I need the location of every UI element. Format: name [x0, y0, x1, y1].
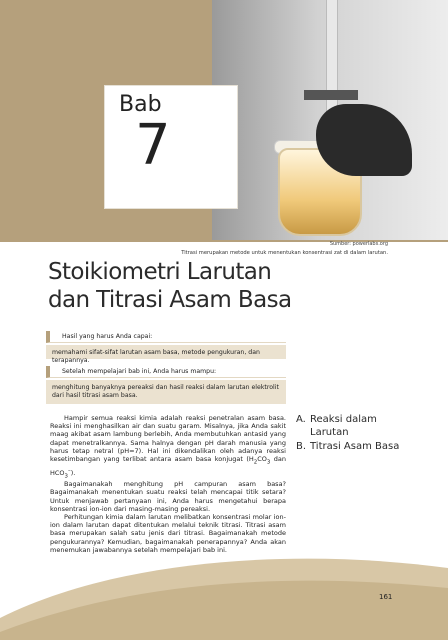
chapter-outline: [296, 414, 416, 456]
outline-item[interactable]: [296, 414, 416, 439]
result-goal-text: memahami sifat-sifat larutan asam basa, metode pengukuran, dan terapannya.: [46, 345, 286, 359]
chapter-word: Bab: [119, 92, 162, 117]
p1-text-d: ).: [70, 468, 76, 477]
outline-item[interactable]: [296, 441, 416, 454]
outline-letter: B.: [296, 441, 307, 452]
chapter-banner: [0, 0, 448, 242]
chapter-label-box: [105, 86, 237, 208]
footer-wave-front: [0, 581, 448, 640]
p1-superscript: –: [68, 467, 71, 474]
chapter-title-line-2: dan Titrasi Asam Basa: [48, 287, 292, 313]
page-number: 161: [379, 593, 393, 601]
p1-text-a: Hampir semua reaksi kimia adalah reaksi penetralan asam basa. Reaksi ini menghasilkan air dan suatu garam. Misalnya, jika Anda sakit maag akibat asam lambung berlebih, Anda membutuhkan antasid yang dapat menetralkannya. Sama halnya dengan pH darah manusia yang harus tetap netral (pH=7). Hal ini dikendalikan oleh adanya reaksi kesetimbangan yang terlibat antara asam basa konjugat (H: [50, 414, 286, 464]
photo-caption: Titrasi merupakan metode untuk menentukan konsentrasi zat di dalam larutan.: [181, 250, 388, 256]
outline-text: Reaksi dalam Larutan: [310, 414, 377, 438]
p1-subscript-3: 3: [64, 472, 68, 479]
titration-photo: [212, 0, 448, 240]
ability-goal-label: Setelah mempelajari bab ini, Anda harus mampu:: [46, 366, 286, 378]
photo-source: Sumber: powerlabs.org: [329, 241, 388, 247]
ability-goal-text: menghitung banyaknya pereaksi dan hasil reaksi dalam larutan elektrolit dari hasil titrasi asam basa.: [46, 380, 286, 404]
p1-subscript-2: 3: [266, 459, 271, 466]
outline-letter: A.: [296, 414, 306, 425]
chapter-number: 7: [135, 113, 171, 178]
intro-paragraph-1: [50, 414, 286, 480]
p1-text-b: CO: [257, 455, 267, 464]
result-goal-label: Hasil yang harus Anda capai:: [46, 331, 286, 343]
intro-paragraph-3: Perhitungan kimia dalam larutan melibatkan konsentrasi molar ion-ion dalam larutan dapat ditentukan melalui teknik titrasi. Titrasi asam basa merupakan salah satu jenis dari titrasi. Bagaimanakah metode pengukurannya? Kemudian, bagaimanakah penerapannya? Anda akan menemukan jawabannya setelah mempelajari bab ini.: [50, 512, 286, 554]
burette-clamp: [304, 90, 358, 100]
intro-paragraph-2: Bagaimanakah menghitung pH campuran asam basa? Bagaimanakah menentukan suatu reaksi telah mencapai titik setara? Untuk menjawab pertanyaan ini, Anda harus mengetahui berapa konsentrasi ion-ion dari masing-masing pereaksi.: [50, 480, 286, 513]
outline-text: Titrasi Asam Basa: [310, 441, 400, 452]
chapter-title-line-1: Stoikiometri Larutan: [48, 259, 272, 285]
intro-body: [50, 414, 286, 554]
chapter-title: [48, 258, 348, 314]
p1-subscript-1: 2: [253, 459, 258, 466]
gloved-hand: [316, 104, 412, 176]
p1-text-c: dan HCO: [50, 455, 286, 477]
